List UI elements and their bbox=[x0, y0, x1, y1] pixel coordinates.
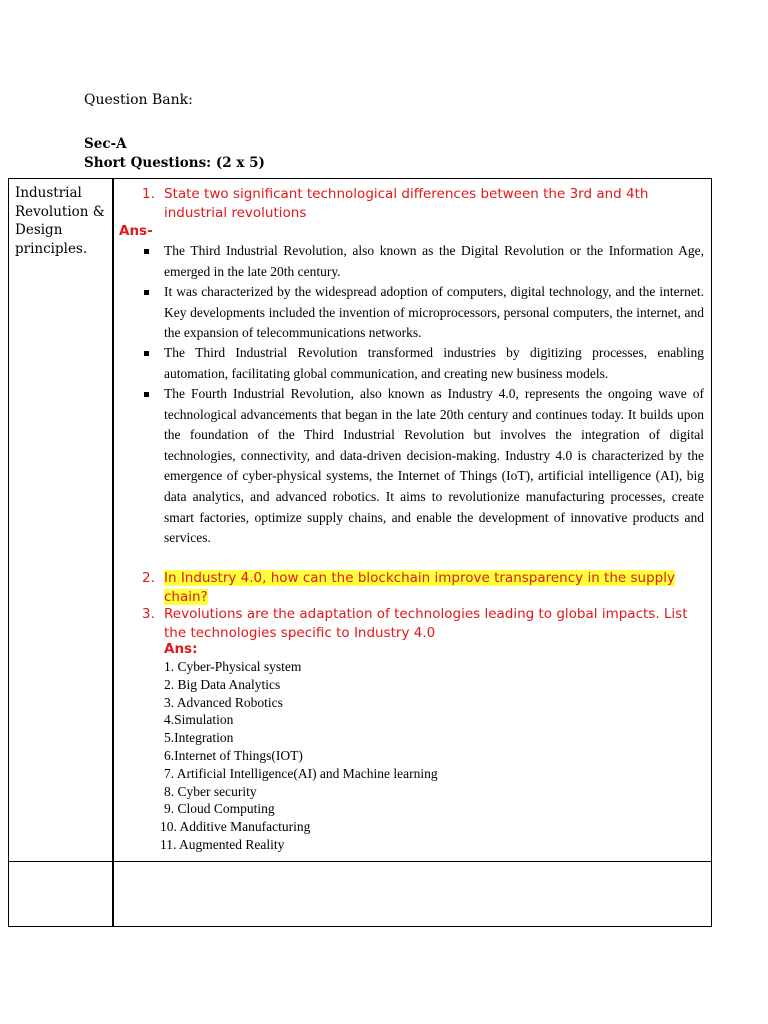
list-item: 4.Simulation bbox=[164, 712, 234, 728]
question-2-number: 2. bbox=[142, 570, 155, 586]
table-border-left bbox=[8, 178, 9, 927]
question-3-text: Revolutions are the adaptation of technologies leading to global impacts. List the technologies specific to Industry 4.0 bbox=[164, 606, 688, 641]
question-1-text: State two significant technological differences between the 3rd and 4th industrial revolutions bbox=[164, 186, 649, 221]
answer-1-bullet: The Third Industrial Revolution transformed industries by digitizing processes, enabling automation, facilitating global communication, and creating new business models. bbox=[164, 343, 704, 384]
list-item: 8. Cyber security bbox=[164, 783, 257, 799]
section-heading: Sec-A bbox=[84, 136, 127, 152]
topic-cell: Industrial Revolution & Design principles. bbox=[15, 185, 105, 257]
question-1 bbox=[142, 185, 704, 223]
table-border-right bbox=[711, 178, 712, 927]
bullet-icon bbox=[144, 392, 149, 397]
short-questions-heading: Short Questions: (2 x 5) bbox=[84, 155, 265, 171]
bullet-icon bbox=[144, 249, 149, 254]
answer-1-label: Ans- bbox=[119, 223, 153, 239]
list-item: 7. Artificial Intelligence(AI) and Machine learning bbox=[164, 765, 438, 781]
list-item: 9. Cloud Computing bbox=[164, 801, 275, 817]
question-3-number: 3. bbox=[142, 606, 155, 622]
list-item: 2. Big Data Analytics bbox=[164, 676, 281, 692]
list-item: 6.Internet of Things(IOT) bbox=[164, 747, 303, 763]
answer-1-bullet: The Fourth Industrial Revolution, also known as Industry 4.0, represents the ongoing wave of technological advancements that began in the late 20th century and continues today. It builds upon the foundation of the Third Industrial Revolution but involves the integration of digital technologies, connectivity, and data-driven decision-making. Industry 4.0 is characterized by the emergence of cyber-physical systems, the Internet of Things (IoT), artificial intelligence (AI), big data analytics, and advanced robotics. It aims to revolutionize manufacturing processes, create smart factories, optimize supply chains, and enable the development of innovative products and services. bbox=[164, 384, 704, 549]
list-item: 1. Cyber-Physical system bbox=[164, 659, 302, 674]
answer-3-label: Ans: bbox=[164, 641, 198, 657]
bullet-icon bbox=[144, 290, 149, 295]
bullet-icon bbox=[144, 351, 149, 356]
page-title: Question Bank: bbox=[84, 92, 193, 108]
question-1-number: 1. bbox=[142, 186, 155, 202]
list-item: 5.Integration bbox=[164, 730, 234, 746]
answer-1-bullet: The Third Industrial Revolution, also known as the Digital Revolution or the Information Age, emerged in the late 20th century. bbox=[164, 241, 704, 282]
question-3 bbox=[142, 605, 709, 643]
question-2 bbox=[142, 569, 709, 607]
answer-1-bullet: It was characterized by the widespread adoption of computers, digital technology, and the internet. Key developments included the invention of microprocessors, personal computers, the internet, and the expansion of telecommunications networks. bbox=[164, 282, 704, 344]
question-2-text: In Industry 4.0, how can the blockchain improve transparency in the supply chain? bbox=[164, 570, 675, 605]
technology-list bbox=[160, 658, 438, 854]
list-item: 11. Augmented Reality bbox=[160, 836, 285, 852]
list-item: 3. Advanced Robotics bbox=[164, 694, 283, 710]
list-item: 10. Additive Manufacturing bbox=[160, 819, 311, 835]
table-column-divider bbox=[112, 178, 114, 927]
